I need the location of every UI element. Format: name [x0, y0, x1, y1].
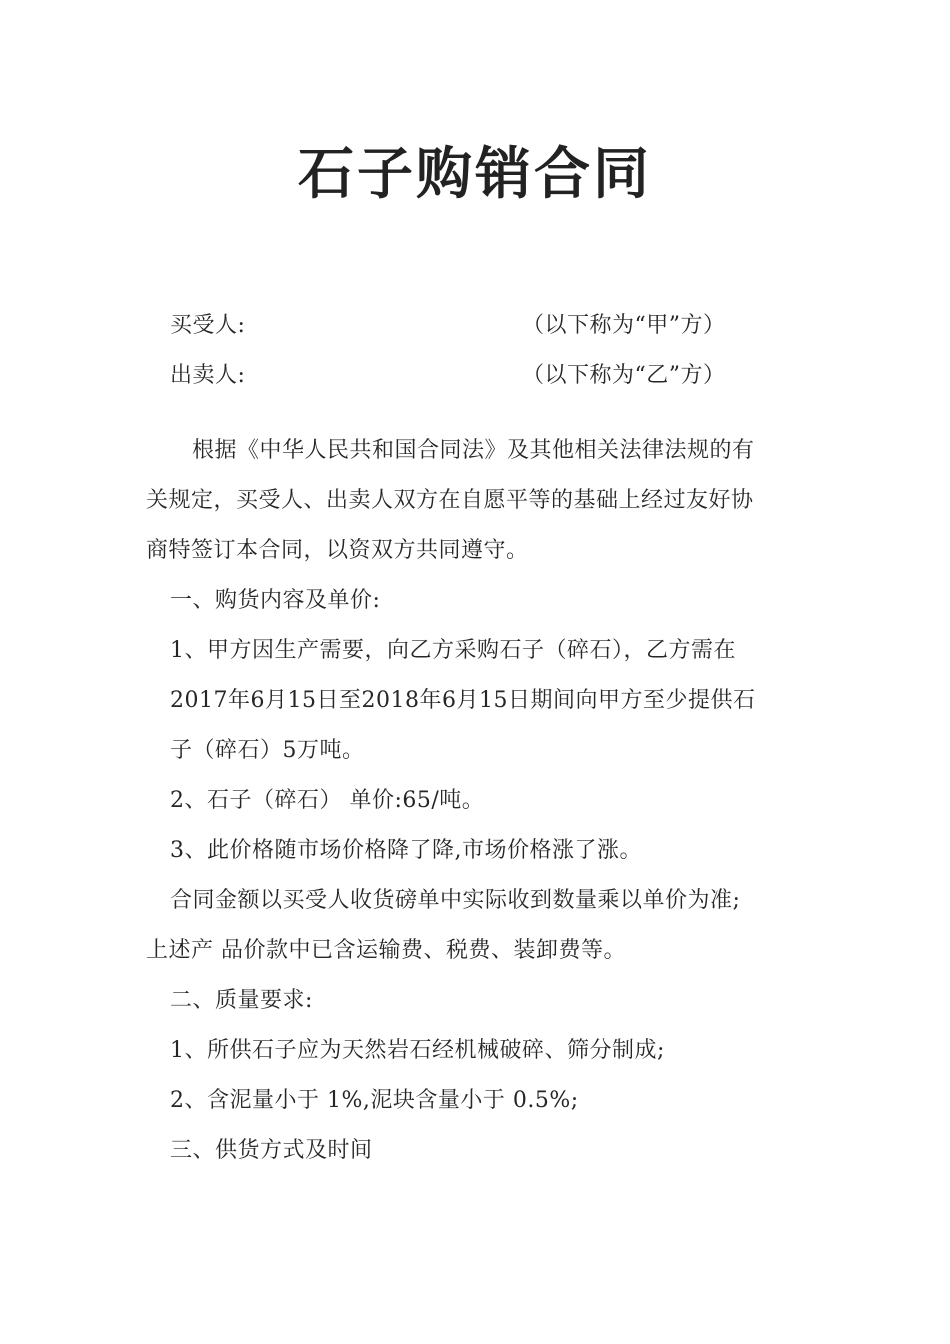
intro-line-1: 根据《中华人民共和国合同法》及其他相关法律法规的有 — [192, 438, 755, 463]
seller-label: 出卖人: — [170, 363, 246, 388]
section1-amount-line-2: 上述产 品价款中已含运输费、税费、装卸费等。 — [146, 938, 626, 963]
section1-heading: 一、购货内容及单价: — [170, 588, 381, 613]
intro-line-3: 商特签订本合同，以资双方共同遵守。 — [146, 538, 529, 563]
seller-note: （以下称为“乙”方） — [522, 363, 726, 388]
section1-item1-line-1: 1、甲方因生产需要，向乙方采购石子（碎石），乙方需在 — [170, 638, 736, 663]
section1-item2: 2、石子（碎石） 单价:65/吨。 — [170, 788, 485, 813]
section1-item1-line-2: 2017年6月15日至2018年6月15日期间向甲方至少提供石 — [170, 688, 756, 713]
section2-item1: 1、所供石子应为天然岩石经机械破碎、筛分制成; — [170, 1038, 665, 1063]
intro-line-2: 关规定，买受人、出卖人双方在自愿平等的基础上经过友好协 — [146, 488, 754, 513]
buyer-label: 买受人: — [170, 313, 246, 338]
contract-title: 石子购销合同 — [298, 141, 652, 207]
section2-heading: 二、质量要求: — [170, 988, 313, 1013]
section1-amount-line-1: 合同金额以买受人收货磅单中实际收到数量乘以单价为准; — [170, 888, 741, 913]
section1-item3: 3、此价格随市场价格降了降,市场价格涨了涨。 — [170, 838, 642, 863]
buyer-note: （以下称为“甲”方） — [522, 313, 726, 338]
section3-heading: 三、供货方式及时间 — [170, 1138, 373, 1163]
section2-item2: 2、含泥量小于 1%,泥块含量小于 0.5%; — [170, 1088, 579, 1113]
section1-item1-line-3: 子（碎石）5万吨。 — [170, 738, 365, 763]
